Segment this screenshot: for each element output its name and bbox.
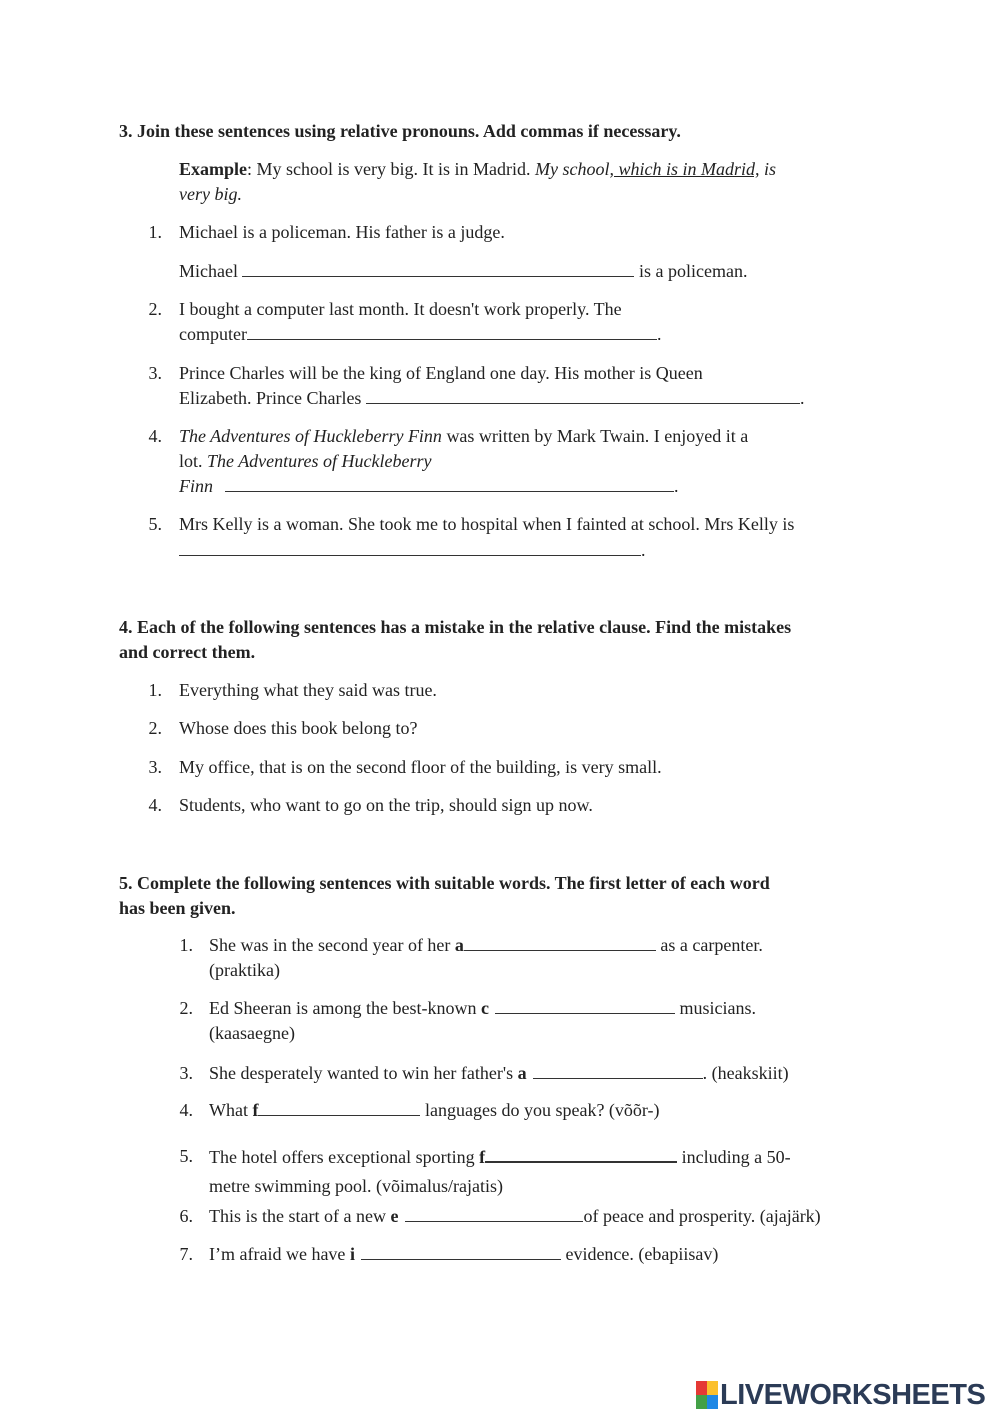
s5-item-5-pre: The hotel offers exceptional sporting xyxy=(209,1147,480,1167)
s3-item-3-end: . xyxy=(799,388,805,408)
answer-blank[interactable] xyxy=(225,474,674,492)
s5-item-number: 2. xyxy=(179,998,193,1018)
s3-item-2-line2 xyxy=(179,322,661,347)
s3-item-1-line2 xyxy=(179,259,747,284)
book-title-end: Finn xyxy=(179,476,213,496)
s3-item-4-line3 xyxy=(179,474,679,499)
s4-item-4: Students, who want to go on the trip, should sign up now. xyxy=(179,795,593,815)
s5-item-2-hint: (kaasaegne) xyxy=(209,1023,295,1043)
s5-item-3 xyxy=(209,1061,789,1086)
answer-blank[interactable] xyxy=(464,933,656,951)
answer-blank[interactable] xyxy=(495,996,675,1014)
s3-item-number: 3. xyxy=(148,363,162,383)
example-label: Example xyxy=(179,159,248,179)
s5-item-4-pre: What xyxy=(209,1100,253,1120)
answer-blank[interactable] xyxy=(366,386,800,404)
s5-item-7 xyxy=(209,1242,718,1267)
s5-item-2-post: musicians. xyxy=(674,998,756,1018)
book-title-part: The Adventures of Huckleberry xyxy=(207,451,432,471)
s5-item-number: 4. xyxy=(179,1100,193,1120)
first-letter: a xyxy=(454,935,464,955)
s5-item-2-pre: Ed Sheeran is among the best-known xyxy=(209,998,481,1018)
s3-item-1-start: Michael xyxy=(179,261,243,281)
section3-heading: 3. Join these sentences using relative pronouns. Add commas if necessary. xyxy=(119,121,681,141)
example-answer-c: is xyxy=(759,159,777,179)
s3-item-1-end: is a policeman. xyxy=(634,261,748,281)
s5-item-3-pre: She desperately wanted to win her father's xyxy=(209,1063,518,1083)
s3-item-4-line1 xyxy=(179,424,748,449)
s4-item-2: Whose does this book belong to? xyxy=(179,718,418,738)
answer-blank[interactable] xyxy=(258,1098,420,1116)
s5-item-6 xyxy=(209,1204,821,1229)
s3-item-4-start: lot. xyxy=(179,451,208,471)
example-answer-b: , which is in Madrid, xyxy=(609,159,760,179)
s3-item-2-start: computer xyxy=(179,324,247,344)
s3-item-4-line2 xyxy=(179,449,431,474)
s3-item-2-line1: I bought a computer last month. It doesn't work properly. The xyxy=(179,299,622,319)
s3-item-4-end: . xyxy=(674,476,679,496)
first-letter: f xyxy=(252,1100,259,1120)
s4-item-1: Everything what they said was true. xyxy=(179,680,437,700)
logo-square-red xyxy=(696,1381,707,1395)
s4-item-3: My office, that is on the second floor of the building, is very small. xyxy=(179,757,662,777)
s5-item-1-hint: (praktika) xyxy=(209,960,280,980)
first-letter: a xyxy=(517,1063,527,1083)
logo-text: LIVEWORKSHEETS xyxy=(720,1378,986,1411)
s5-item-5 xyxy=(209,1144,791,1170)
logo-square-blue xyxy=(707,1395,718,1409)
s3-item-3-start: Elizabeth. Prince Charles xyxy=(179,388,366,408)
answer-blank[interactable] xyxy=(179,538,641,556)
logo-square-green xyxy=(696,1395,707,1409)
s5-item-1 xyxy=(209,933,763,958)
example-text: : My school is very big. It is in Madrid. xyxy=(247,159,535,179)
s4-item-number: 4. xyxy=(148,795,162,815)
answer-blank[interactable] xyxy=(242,259,634,277)
answer-blank[interactable] xyxy=(361,1242,561,1260)
s5-item-6-post: of peace and prosperity. (ajajärk) xyxy=(583,1206,821,1226)
logo-mark-icon xyxy=(696,1381,718,1409)
first-letter: f xyxy=(479,1147,486,1167)
s3-item-5-end: . xyxy=(641,540,646,560)
s3-item-2-end: . xyxy=(656,324,662,344)
example-answer-d: very big. xyxy=(179,184,242,204)
s5-item-number: 7. xyxy=(179,1244,193,1264)
s5-item-7-post: evidence. (ebapiisav) xyxy=(560,1244,719,1264)
liveworksheets-logo[interactable] xyxy=(696,1375,985,1415)
s5-item-number: 1. xyxy=(179,935,193,955)
s5-item-1-pre: She was in the second year of her xyxy=(209,935,455,955)
s5-item-1-post: as a carpenter. xyxy=(655,935,763,955)
s5-item-2 xyxy=(209,996,756,1021)
answer-blank[interactable] xyxy=(247,322,657,340)
section5-heading-line1: 5. Complete the following sentences with suitable words. The first letter of each word xyxy=(119,873,770,893)
first-letter: e xyxy=(390,1206,399,1226)
s4-item-number: 2. xyxy=(148,718,162,738)
s5-item-number: 3. xyxy=(179,1063,193,1083)
s3-item-5-line2 xyxy=(179,538,646,563)
section4-heading-line2: and correct them. xyxy=(119,642,256,662)
first-letter: c xyxy=(480,998,489,1018)
example-line xyxy=(179,157,776,182)
s5-item-number: 6. xyxy=(179,1206,193,1226)
section5-heading-line2: has been given. xyxy=(119,898,236,918)
s3-item-4-rest: was written by Mark Twain. I enjoyed it a xyxy=(441,426,749,446)
s3-item-number: 2. xyxy=(148,299,162,319)
s4-item-number: 1. xyxy=(148,680,162,700)
logo-square-yellow xyxy=(707,1381,718,1395)
s5-item-5-post: including a 50- xyxy=(677,1147,791,1167)
s5-item-number: 5. xyxy=(179,1146,193,1166)
s5-item-4 xyxy=(209,1098,660,1123)
s4-item-number: 3. xyxy=(148,757,162,777)
example-answer-a: My school xyxy=(535,159,610,179)
s3-item-3-line2 xyxy=(179,386,804,411)
s3-item-3-line1: Prince Charles will be the king of England one day. His mother is Queen xyxy=(179,363,703,383)
book-title: The Adventures of Huckleberry Finn xyxy=(179,426,442,446)
answer-blank[interactable] xyxy=(485,1144,677,1163)
s5-item-6-pre: This is the start of a new xyxy=(209,1206,391,1226)
section4-heading-line1: 4. Each of the following sentences has a mistake in the relative clause. Find the mistakes xyxy=(119,617,792,637)
s5-item-7-pre: I’m afraid we have xyxy=(209,1244,350,1264)
s3-item-number: 1. xyxy=(148,222,162,242)
answer-blank[interactable] xyxy=(533,1061,703,1079)
s5-item-4-post: languages do you speak? (võõr-) xyxy=(420,1100,660,1120)
s5-item-3-post: . (heakskiit) xyxy=(702,1063,789,1083)
first-letter: i xyxy=(349,1244,355,1264)
s3-item-5-line1: Mrs Kelly is a woman. She took me to hospital when I fainted at school. Mrs Kelly is xyxy=(179,514,795,534)
answer-blank[interactable] xyxy=(405,1204,583,1222)
s3-item-1-line1: Michael is a policeman. His father is a judge. xyxy=(179,222,505,242)
s3-item-number: 5. xyxy=(148,514,162,534)
s5-item-5-hint: metre swimming pool. (võimalus/rajatis) xyxy=(209,1176,503,1196)
s3-item-number: 4. xyxy=(148,426,162,446)
